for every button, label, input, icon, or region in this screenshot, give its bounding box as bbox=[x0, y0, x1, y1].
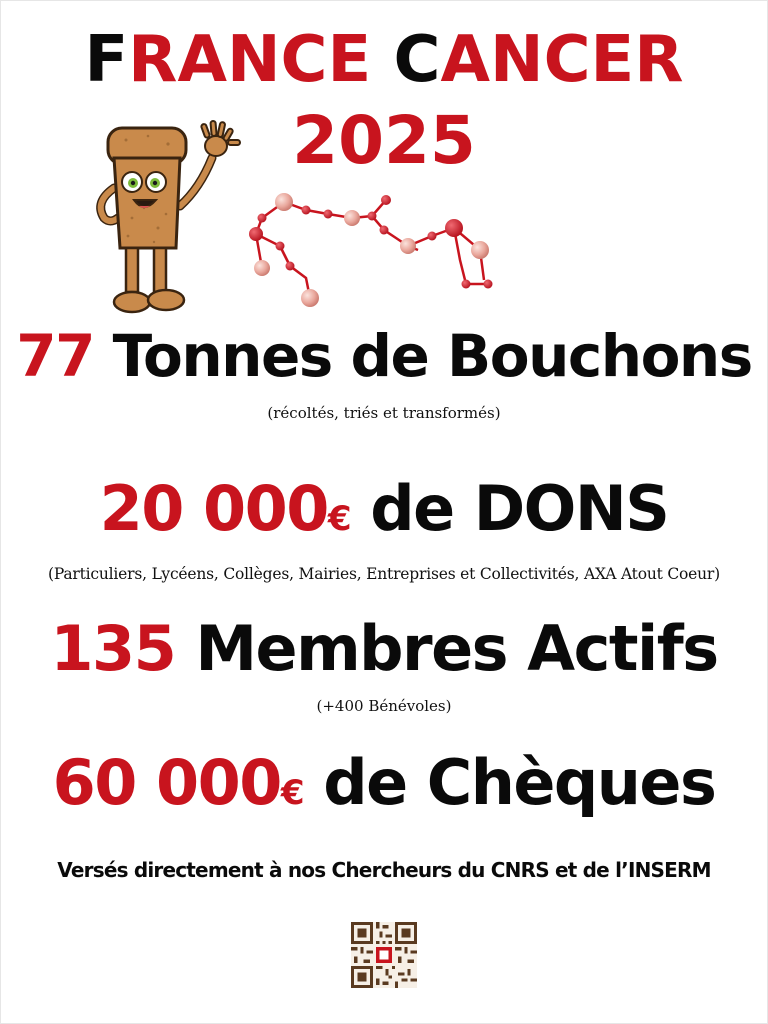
title-year: 2025 bbox=[292, 102, 476, 179]
euro-symbol: € bbox=[327, 499, 351, 539]
qr-code-icon[interactable] bbox=[351, 922, 417, 988]
euro-symbol: € bbox=[280, 773, 304, 813]
stat-cheques bbox=[0, 746, 768, 819]
footer-researchers: Versés directement à nos Chercheurs du CNRS et de l’INSERM bbox=[57, 858, 711, 882]
stat-dons bbox=[0, 472, 768, 545]
stat-note: (récoltés, triés et transformés) bbox=[267, 404, 501, 422]
stat-label: Tonnes de Bouchons bbox=[112, 322, 752, 390]
stat-note: (Particuliers, Lycéens, Collèges, Mairies, Entreprises et Collectivités, AXA Atout Coeur) bbox=[47, 565, 720, 583]
stat-label: Membres Actifs bbox=[195, 612, 718, 685]
title-france-cancer bbox=[0, 23, 768, 97]
molecule-chain-icon bbox=[236, 180, 506, 310]
stat-number: 60 000 bbox=[52, 746, 281, 819]
stat-label: de Chèques bbox=[323, 746, 716, 819]
cork-mascot-icon bbox=[88, 118, 248, 318]
title-part-f: F bbox=[84, 23, 129, 97]
title-part-c: C bbox=[393, 23, 441, 97]
stat-label: de DONS bbox=[370, 472, 669, 545]
stat-number: 135 bbox=[50, 612, 176, 685]
stat-membres-actifs bbox=[0, 612, 768, 685]
title-part-ancer: ANCER bbox=[440, 23, 684, 97]
stat-number: 20 000 bbox=[99, 472, 328, 545]
title-part-rance: RANCE bbox=[128, 23, 394, 97]
stat-number: 77 bbox=[16, 322, 94, 390]
stat-tonnes-bouchons bbox=[0, 322, 768, 390]
stat-note: (+400 Bénévoles) bbox=[316, 697, 452, 715]
